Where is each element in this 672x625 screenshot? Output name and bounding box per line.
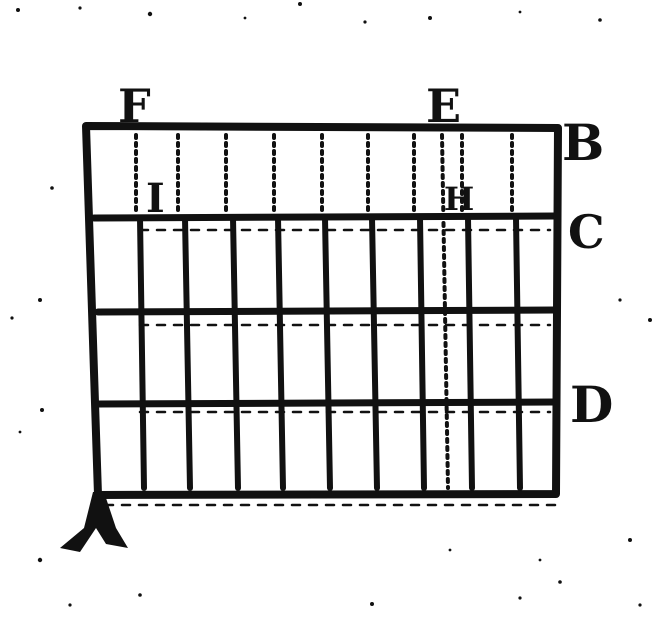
label-d: D xyxy=(570,375,614,434)
grid-column-lines xyxy=(140,218,520,488)
label-e: E xyxy=(426,79,462,133)
label-i: I xyxy=(146,175,165,222)
label-a: A xyxy=(62,598,63,599)
label-f: F xyxy=(118,79,151,133)
label-b: B xyxy=(562,113,605,172)
label-h: H xyxy=(444,180,475,218)
label-c: C xyxy=(568,205,605,259)
label-a-mark xyxy=(60,492,128,552)
